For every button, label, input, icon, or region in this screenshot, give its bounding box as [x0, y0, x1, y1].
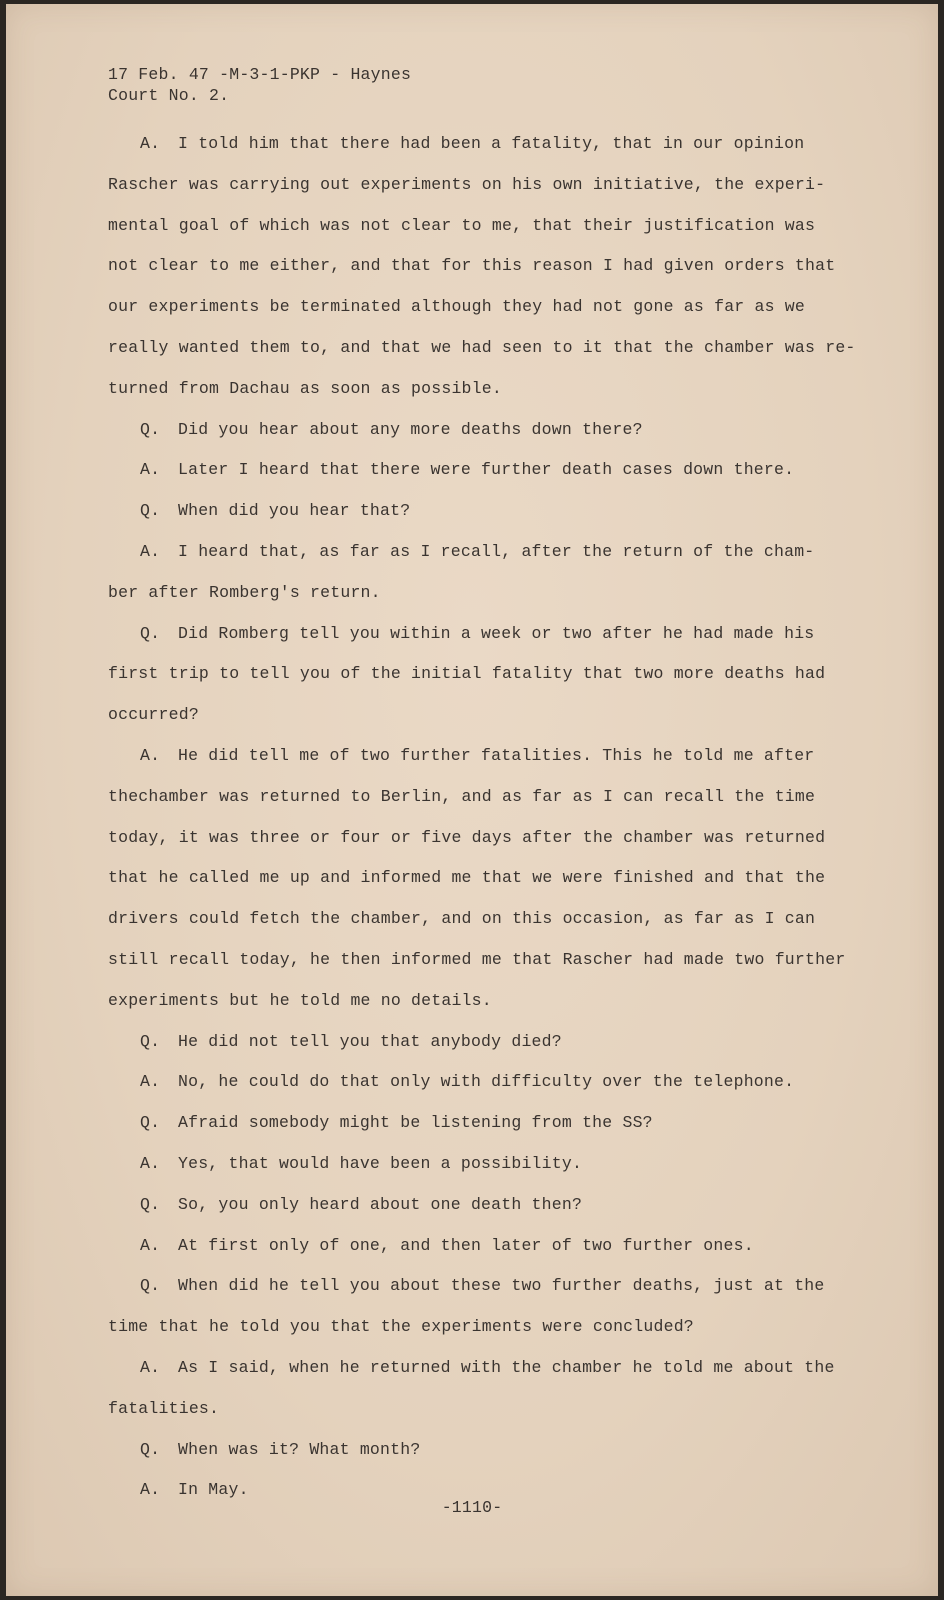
transcript-line	[108, 328, 868, 369]
transcript-line	[108, 573, 868, 614]
transcript-line	[108, 1430, 868, 1471]
line-text: first trip to tell you of the initial fatality that two more deaths had	[108, 664, 826, 684]
line-text: When did he tell you about these two further deaths, just at the	[178, 1276, 825, 1296]
line-text: No, he could do that only with difficulty over the telephone.	[178, 1072, 795, 1092]
line-text: not clear to me either, and that for this reason I had given orders that	[108, 256, 836, 276]
speaker-label: A.	[140, 134, 161, 153]
line-text: Rascher was carrying out experiments on his own initiative, the experi-	[108, 174, 826, 194]
speaker-label: Q.	[140, 1276, 161, 1296]
line-text: So, you only heard about one death then?	[178, 1194, 583, 1214]
line-text: Yes, that would have been a possibility.	[178, 1153, 583, 1173]
line-text: that he called me up and informed me that we were finished and that the	[108, 868, 826, 888]
line-text: In May.	[178, 1480, 249, 1500]
transcript-line	[108, 1307, 868, 1348]
transcript-line	[108, 899, 868, 940]
transcript-line	[108, 981, 868, 1022]
page-number: -1110-	[441, 1498, 503, 1517]
line-text: Afraid somebody might be listening from the SS?	[178, 1113, 653, 1133]
line-text: experiments but he told me no details.	[108, 990, 492, 1010]
transcript-line	[108, 818, 868, 859]
speaker-label: Q.	[140, 1031, 161, 1051]
speaker-label: Q.	[140, 1439, 161, 1459]
speaker-label: A.	[140, 460, 161, 480]
transcript-line	[108, 206, 868, 247]
line-text: today, it was three or four or five days after the chamber was returned	[108, 827, 826, 847]
transcript-line	[108, 736, 868, 777]
transcript-line	[108, 858, 868, 899]
transcript-line	[108, 410, 868, 451]
transcript-line	[108, 246, 868, 287]
document-page	[6, 4, 938, 1596]
line-text: Did Romberg tell you within a week or two after he had made his	[178, 623, 815, 643]
speaker-label: A.	[140, 1480, 161, 1500]
transcript-line	[108, 369, 868, 410]
transcript-line	[108, 124, 868, 165]
transcript-line	[108, 1226, 868, 1267]
line-text: time that he told you that the experiments were concluded?	[108, 1317, 694, 1337]
transcript-line	[108, 940, 868, 981]
transcript-line	[108, 1266, 868, 1307]
transcript-line	[108, 1022, 868, 1063]
line-text: our experiments be terminated although they had not gone as far as we	[108, 297, 806, 317]
line-text: fatalities.	[108, 1398, 220, 1418]
line-text: really wanted them to, and that we had seen to it that the chamber was re-	[108, 337, 856, 357]
transcript-line	[108, 491, 868, 532]
speaker-label: A.	[140, 541, 161, 561]
transcript-line	[108, 165, 868, 206]
line-text: When did you hear that?	[178, 501, 411, 521]
transcript-line	[108, 654, 868, 695]
document-header	[108, 64, 411, 106]
line-text: At first only of one, and then later of two further ones.	[178, 1235, 754, 1255]
transcript-line	[108, 1389, 868, 1430]
transcript-line	[108, 1103, 868, 1144]
transcript-line	[108, 1185, 868, 1226]
speaker-label: A.	[140, 1153, 161, 1173]
line-text: thechamber was returned to Berlin, and as far as I can recall the time	[108, 786, 816, 806]
transcript-line	[108, 1348, 868, 1389]
speaker-label: A.	[140, 745, 161, 765]
line-text: mental goal of which was not clear to me, that their justification was	[108, 215, 816, 235]
speaker-label: A.	[140, 1072, 161, 1092]
transcript-line	[108, 1062, 868, 1103]
speaker-label: Q.	[140, 1113, 161, 1133]
speaker-label: Q.	[140, 1194, 161, 1214]
line-text: turned from Dachau as soon as possible.	[108, 378, 502, 398]
line-text: drivers could fetch the chamber, and on this occasion, as far as I can	[108, 909, 816, 929]
line-text: Did you hear about any more deaths down there?	[178, 419, 643, 439]
speaker-label: A.	[140, 1235, 161, 1255]
transcript-line	[108, 614, 868, 655]
speaker-label: Q.	[140, 419, 161, 439]
line-text: ber after Romberg's return.	[108, 582, 381, 602]
transcript-line	[108, 777, 868, 818]
line-text: As I said, when he returned with the chamber he told me about the	[178, 1357, 835, 1377]
speaker-label: Q.	[140, 501, 161, 521]
speaker-label: Q.	[140, 623, 161, 643]
line-text: When was it? What month?	[178, 1439, 421, 1459]
transcript-line	[108, 1144, 868, 1185]
transcript-body	[108, 124, 868, 1511]
line-text: Later I heard that there were further death cases down there.	[178, 460, 795, 480]
transcript-line	[108, 287, 868, 328]
line-text: I told him that there had been a fatality, that in our opinion	[178, 134, 805, 153]
line-text: occurred?	[108, 705, 199, 725]
line-text: He did not tell you that anybody died?	[178, 1031, 562, 1051]
transcript-line	[108, 450, 868, 491]
line-text: He did tell me of two further fatalities. This he told me after	[178, 745, 815, 765]
header-line-2: Court No. 2.	[108, 86, 230, 105]
transcript-line	[108, 532, 868, 573]
speaker-label: A.	[140, 1357, 161, 1377]
header-line-1: 17 Feb. 47 -M-3-1-PKP - Haynes	[108, 65, 412, 84]
transcript-line	[108, 695, 868, 736]
line-text: I heard that, as far as I recall, after the return of the cham-	[178, 541, 815, 561]
line-text: still recall today, he then informed me that Rascher had made two further	[108, 949, 846, 969]
